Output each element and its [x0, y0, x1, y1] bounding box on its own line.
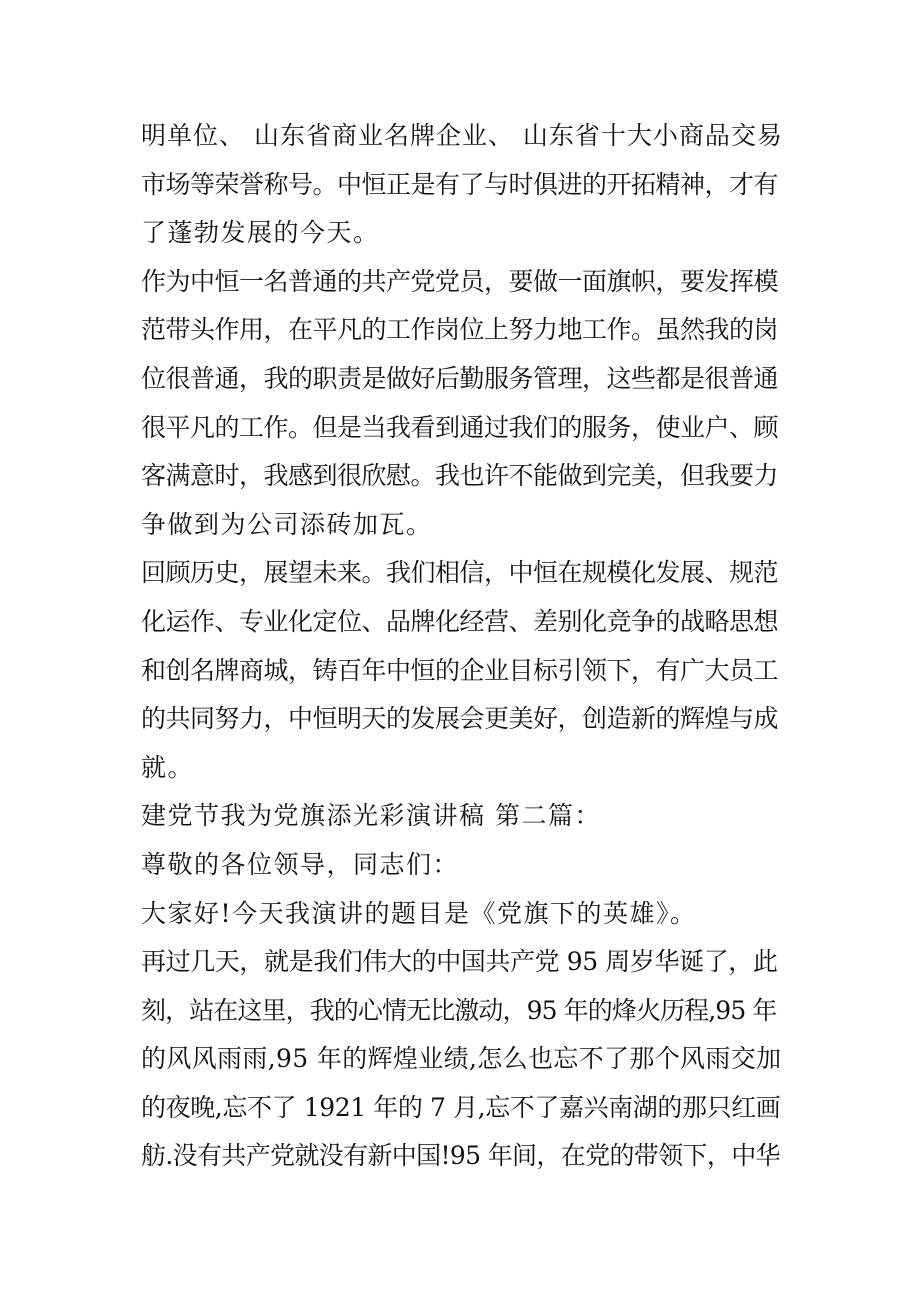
text-line-13: 的共同努力，中恒明天的发展会更美好，创造新的辉煌与成: [141, 704, 779, 734]
greeting-line: 大家好!今天我演讲的题目是《党旗下的英雄》。: [141, 898, 697, 928]
text-line-22: 舫.没有共产党就没有新中国!95 年间，在党的带领下，中华: [141, 1141, 780, 1171]
text-line-1: 明单位、 山东省商业名牌企业、 山东省十大小商品交易: [141, 121, 783, 150]
text-line-20: 的风风雨雨,95 年的辉煌业绩,怎么也忘不了那个风雨交加: [141, 1044, 782, 1074]
text-line-14: 就。: [141, 752, 195, 782]
document-body: [141, 112, 781, 1181]
text-line-4: 作为中恒一名普通的共产党党员，要做一面旗帜，要发挥模: [141, 266, 779, 296]
text-line-21: 的夜晚,忘不了 1921 年的 7 月,忘不了嘉兴南湖的那只红画: [141, 1092, 781, 1122]
text-line-19: 刻，站在这里，我的心情无比激动，95 年的烽火历程,95 年: [141, 995, 777, 1025]
text-line-9: 争做到为公司添砖加瓦。: [141, 509, 433, 539]
text-line-10: 回顾历史，展望未来。我们相信，中恒在规模化发展、规范: [141, 558, 779, 588]
text-line-2: 市场等荣誉称号。中恒正是有了与时俱进的开拓精神，才有: [141, 169, 779, 199]
section-heading: 建党节我为党旗添光彩演讲稿 第二篇：: [141, 801, 601, 831]
text-line-18: 再过几天，就是我们伟大的中国共产党 95 周岁华诞了，此: [141, 947, 778, 977]
text-line-7: 很平凡的工作。但是当我看到通过我们的服务，使业户、顾: [141, 412, 779, 442]
salutation: 尊敬的各位领导，同志们：: [141, 849, 460, 879]
text-line-6: 位很普通，我的职责是做好后勤服务管理，这些都是很普通: [141, 363, 779, 393]
text-line-3: 了蓬勃发展的今天。: [141, 218, 380, 248]
text-line-5: 范带头作用，在平凡的工作岗位上努力地工作。虽然我的岗: [141, 315, 779, 345]
text-line-12: 和创名牌商城，铸百年中恒的企业目标引领下，有广大员工: [141, 655, 779, 685]
text-line-8: 客满意时，我感到很欣慰。我也许不能做到完美，但我要力: [141, 461, 779, 491]
text-line-11: 化运作、专业化定位、品牌化经营、差别化竞争的战略思想: [141, 606, 779, 636]
